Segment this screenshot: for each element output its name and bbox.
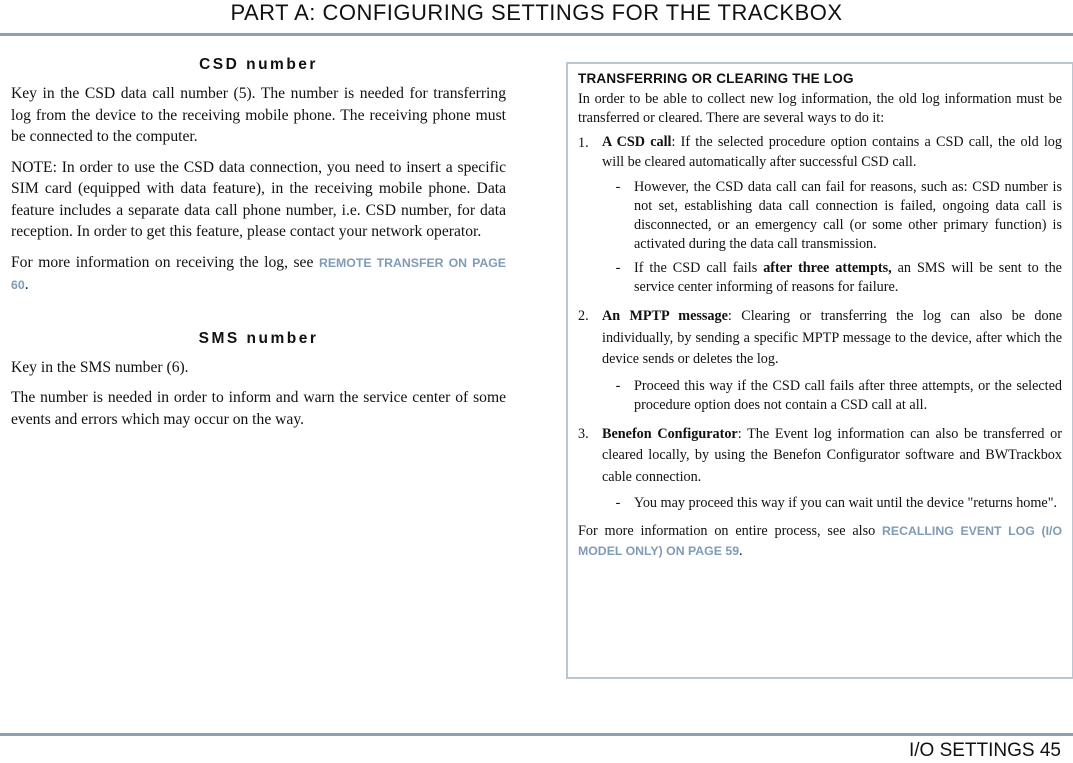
list-item bbox=[578, 133, 1062, 302]
csd-more-info bbox=[11, 252, 506, 297]
sms-number-description: Key in the SMS number (6). bbox=[11, 358, 189, 376]
sub-list bbox=[602, 178, 1062, 297]
sub-list-item bbox=[602, 377, 1062, 415]
info-box-intro: In order to be able to collect new log information, the old log information must be transferred or cleared. There are several ways to do it: bbox=[578, 91, 1062, 126]
list-item-body bbox=[602, 133, 1062, 302]
transfer-log-info-box bbox=[566, 62, 1073, 679]
csd-number-heading: CSD number bbox=[199, 56, 318, 73]
sub-list-item bbox=[602, 178, 1062, 254]
page-header-title: PART A: CONFIGURING SETTINGS FOR THE TRACKBOX bbox=[230, 0, 843, 25]
dash-bullet: - bbox=[615, 179, 621, 195]
info-box-footer: For more information on entire process, see also RECALLING EVENT LOG (I/O MODEL ONLY) ON PAGE 59. bbox=[578, 523, 1063, 559]
list-item-number: 1. bbox=[578, 135, 589, 151]
list-item-body bbox=[602, 306, 1062, 420]
sub-list-item-text: If the CSD call fails after three attempts, an SMS will be sent to the service center informing of reasons for failure. bbox=[634, 260, 1062, 295]
recalling-event-log-link[interactable]: RECALLING EVENT LOG (I/O MODEL ONLY) ON PAGE 59 bbox=[578, 524, 1063, 558]
sms-number-heading: SMS number bbox=[198, 329, 319, 347]
sms-number-purpose: The number is needed in order to inform and warn the service center of some events and errors which may occur on the way. bbox=[11, 389, 506, 428]
page-footer-label: I/O SETTINGS 45 bbox=[908, 740, 1061, 761]
list-item-text: : If the selected procedure option contains a CSD call, the old log will be cleared automatically after successful CSD call. bbox=[602, 134, 1062, 170]
list-item-body bbox=[602, 424, 1062, 519]
dash-bullet: - bbox=[615, 377, 621, 394]
csd-more-info-prefix: For more information on receiving the log, see bbox=[11, 253, 319, 271]
list-item-label: A CSD call bbox=[602, 134, 672, 150]
list-item-text: : Clearing or transferring the log can also be done individually, by sending a specific MPTP message to the device, after which the device sends or deletes the log. bbox=[602, 308, 1062, 367]
list-item bbox=[578, 306, 1062, 420]
list-item-label: An MPTP message bbox=[602, 308, 728, 324]
sub-list-item bbox=[602, 494, 1062, 513]
sub-list-item-text: Proceed this way if the CSD call fails after three attempts, or the selected procedure option does not contain a CSD call at all. bbox=[634, 377, 1062, 413]
section-spacer bbox=[11, 306, 506, 330]
sub-list-item-text: However, the CSD data call can fail for reasons, such as: CSD number is not set, establishing data call connection is failed, ongoing data call is disconnected, or an emergency call (or some other primary function) is activated during the data call transmission. bbox=[634, 179, 1062, 252]
footer-divider bbox=[0, 733, 1073, 736]
csd-more-info-suffix: . bbox=[24, 276, 29, 293]
sub-list-item bbox=[602, 259, 1062, 297]
info-box-title: TRANSFERRING OR CLEARING THE LOG bbox=[578, 71, 854, 86]
sub-list bbox=[602, 494, 1062, 513]
remote-transfer-link[interactable]: REMOTE TRANSFER ON PAGE 60 bbox=[11, 255, 507, 292]
list-item-number: 2. bbox=[578, 308, 589, 324]
sub-list-item-text: You may proceed this way if you can wait until the device "returns home". bbox=[634, 495, 1058, 511]
list-item bbox=[578, 424, 1062, 519]
csd-number-description: Key in the CSD data call number (5). The number is needed for transferring log from the device to the receiving mobile phone. The receiving phone must be connected to the computer. bbox=[11, 85, 506, 145]
header-divider bbox=[0, 33, 1073, 36]
csd-number-note: NOTE: In order to use the CSD data connection, you need to insert a specific SIM card (equipped with data feature), in the receiving mobile phone. Data feature includes a separate data call phone number, i.e. CSD number, for data reception. In order to get this feature, please contact your network operator. bbox=[11, 158, 506, 240]
dash-bullet: - bbox=[615, 260, 621, 276]
left-column bbox=[11, 56, 506, 439]
list-item-label: Benefon Configurator bbox=[602, 425, 738, 442]
sub-list bbox=[602, 377, 1062, 415]
list-item-text: : The Event log information can also be transferred or cleared locally, by using the Benefon Configurator software and BWTrackbox cable connection. bbox=[602, 425, 1063, 485]
list-item-number: 3. bbox=[578, 425, 589, 442]
dash-bullet: - bbox=[615, 495, 621, 511]
emphasis-text: after three attempts, bbox=[763, 260, 892, 276]
